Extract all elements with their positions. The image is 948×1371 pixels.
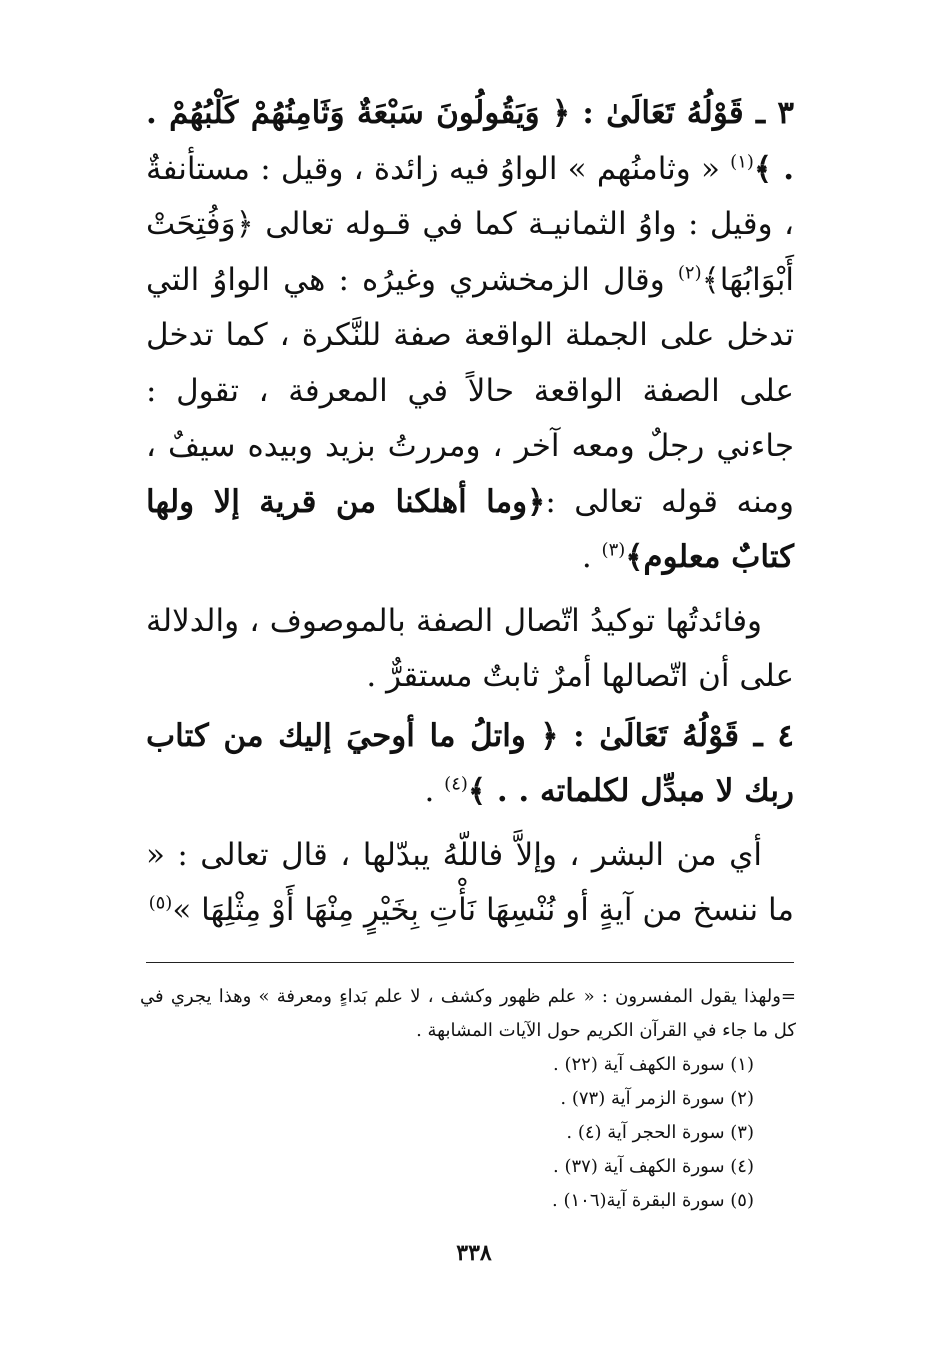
footnote-item: (٤) سورة الكهف آية (٣٧) . [553,1156,754,1177]
paragraph-end: . [581,539,602,575]
footnote-ref-3: (٣) [601,539,626,561]
footnote-item: (١) سورة الكهف آية (٢٢) . [553,1054,754,1075]
footnote-ref-2: (٢) [677,262,702,284]
quoted-verse: ﴿وما أهلكنا من قرية إلا ولها كتابٌ معلوم﴾ [146,483,794,575]
verse-heading: ٤ ـ قَوْلُهُ تَعَالَىٰ : ﴿ واتلُ ما أوحيَ إليك من كتاب ربك لا مبدِّل لكلماته . . ﴾ [146,717,794,809]
footnote-ref-4: (٤) [444,773,468,795]
verse-heading: ٣ ـ قَوْلُهُ تَعَالَىٰ : ﴿ وَيَقُولُونَ سَبْعَةٌ وَثَامِنُهُمْ كَلْبُهُمْ . . ﴾ [146,95,794,187]
paragraph-verse-3 [146,86,794,586]
footnote-item: (٢) سورة الزمر آية (٧٣) . [560,1088,754,1109]
footnote-continuation: =ولهذا يقول المفسرون : « علم ظهور وكشف ، لا علم بَداءٍ ومعرفة » وهذا يجري في كل ما جاء في القرآن الكريم حول الآيات المشابهة . [140,986,796,1041]
footnote-ref-5: (٥) [148,892,173,914]
paragraph-end: . [424,773,445,809]
footnote-item: (٣) سورة الحجر آية (٤) . [566,1122,754,1143]
footnote-item: (٥) سورة البقرة آية(١٠٦) . [552,1190,754,1211]
main-text [146,86,794,939]
page-number: ٣٣٨ [456,1240,492,1266]
paragraph-explanation [146,828,794,939]
paragraph-verse-4 [146,709,794,820]
footnotes [140,980,796,1218]
commentary-text: وقال الزمخشري وغيرُه : هي الواوُ التي تدخل على الجملة الواقعة صفة للنَّكرة ، كما تدخل على الصفة الواقعة حالاً في المعرفة ، تقول : جاءني رجلٌ ومعه آخر ، ومررتُ بزيد وبيده سيفٌ ، ومنه قوله تعالى : [146,261,794,520]
commentary-text: « وثامنُهم » الواوُ فيه زائدة ، وقيل : مستأنفةٌ ، وقيل : واوُ الثمانيـة كما في قـوله تعالى ﴿وَفُتِحَتْ أَبْوَابُهَا﴾ [146,150,794,298]
footnote-divider [146,962,794,963]
paragraph-benefit: وفائدتُها توكيدُ اتّصال الصفة بالموصوف ، والدلالة على أن اتّصالها أمرٌ ثابتٌ مستقرٌّ . [146,602,794,694]
explanation-text: أي من البشر ، وإلاَّ فاللّهُ يبدّلها ، قال تعالى : « ما ننسخ من آيةٍ أو نُنْسِهَا نَأْتِ بِخَيْرٍ مِنْهَا أَوْ مِثْلِهَا » [146,836,794,928]
footnote-ref-1: (١) [730,151,754,173]
